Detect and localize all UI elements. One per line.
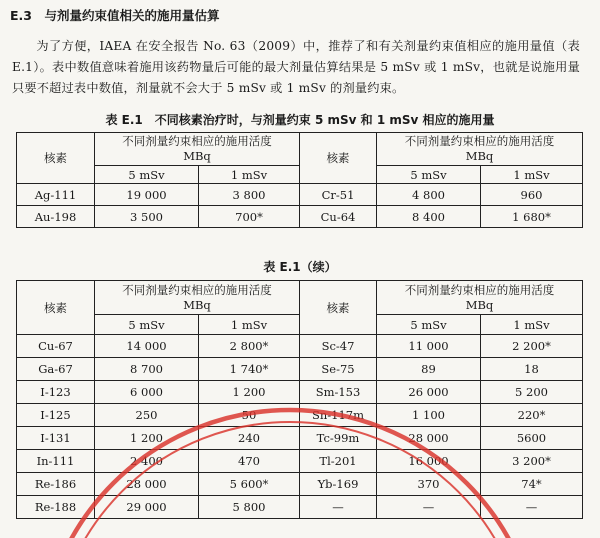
nuclide-cell: Sc-47: [300, 335, 377, 358]
activity-5msv-cell: 26 000: [377, 381, 481, 404]
activity-header: [377, 281, 583, 315]
table-row: [17, 335, 583, 358]
activity-5msv-cell: 11 000: [377, 335, 481, 358]
activity-5msv-cell: 6 000: [95, 381, 199, 404]
activity-header-label: 不同剂量约束相应的施用活度: [404, 134, 555, 148]
activity-1msv-cell: 470: [199, 450, 300, 473]
activity-1msv-cell: 50: [199, 404, 300, 427]
nuclide-cell: I-125: [17, 404, 95, 427]
activity-header-label: 不同剂量约束相应的施用活度: [122, 134, 272, 148]
activity-header-unit: MBq: [465, 149, 494, 163]
activity-1msv-cell: 1 200: [199, 381, 300, 404]
nuclide-cell: Ag-111: [17, 184, 95, 206]
activity-1msv-cell: 220*: [481, 404, 583, 427]
table-row: [17, 381, 583, 404]
table-header-row: [17, 133, 583, 166]
table-row: [17, 206, 583, 228]
activity-5msv-cell: 14 000: [95, 335, 199, 358]
activity-1msv-cell: 5600: [481, 427, 583, 450]
col-5msv-header: 5 mSv: [377, 166, 481, 184]
table-e1-continued-caption: 表 E.1（续）: [263, 260, 337, 274]
activity-5msv-cell: 28 000: [95, 473, 199, 496]
activity-1msv-cell: 1 740*: [199, 358, 300, 381]
activity-1msv-cell: 2 800*: [199, 335, 300, 358]
activity-1msv-cell: 240: [199, 427, 300, 450]
table-e1-continued: [16, 280, 583, 519]
table-e1: [16, 132, 583, 228]
activity-1msv-cell: 3 800: [199, 184, 300, 206]
nuclide-cell: Sm-153: [300, 381, 377, 404]
table-row: [17, 473, 583, 496]
activity-5msv-cell: 28 000: [377, 427, 481, 450]
activity-5msv-cell: 89: [377, 358, 481, 381]
nuclide-cell: Ga-67: [17, 358, 95, 381]
nuclide-cell: Se-75: [300, 358, 377, 381]
activity-1msv-cell: 18: [481, 358, 583, 381]
col-1msv-header: 1 mSv: [481, 166, 583, 184]
activity-1msv-cell: 2 200*: [481, 335, 583, 358]
nuclide-cell: Tl-201: [300, 450, 377, 473]
nuclide-cell: Cr-51: [300, 184, 377, 206]
activity-header-unit: MBq: [465, 297, 494, 312]
nuclide-header: 核素: [300, 281, 377, 335]
activity-5msv-cell: 1 200: [95, 427, 199, 450]
nuclide-cell: I-131: [17, 427, 95, 450]
activity-5msv-cell: 4 800: [377, 184, 481, 206]
nuclide-cell: —: [300, 496, 377, 519]
activity-1msv-cell: 3 200*: [481, 450, 583, 473]
activity-5msv-cell: 370: [377, 473, 481, 496]
nuclide-cell: Cu-64: [300, 206, 377, 228]
activity-1msv-cell: —: [481, 496, 583, 519]
activity-1msv-cell: 1 680*: [481, 206, 583, 228]
col-1msv-header: 1 mSv: [481, 315, 583, 335]
table-row: [17, 496, 583, 519]
col-5msv-header: 5 mSv: [377, 315, 481, 335]
activity-5msv-cell: 2 400: [95, 450, 199, 473]
activity-header: [95, 133, 300, 166]
activity-5msv-cell: 3 500: [95, 206, 199, 228]
section-title: E.3 与剂量约束值相关的施用量估算: [10, 8, 220, 23]
activity-5msv-cell: 19 000: [95, 184, 199, 206]
activity-1msv-cell: 5 200: [481, 381, 583, 404]
table-row: [17, 450, 583, 473]
activity-1msv-cell: 5 800: [199, 496, 300, 519]
table-row: [17, 184, 583, 206]
table-e1-caption: 表 E.1 不同核素治疗时，与剂量约束 5 mSv 和 1 mSv 相应的施用量: [105, 113, 495, 127]
nuclide-cell: Sn-117m: [300, 404, 377, 427]
nuclide-cell: In-111: [17, 450, 95, 473]
activity-5msv-cell: —: [377, 496, 481, 519]
table-row: [17, 404, 583, 427]
activity-5msv-cell: 8 700: [95, 358, 199, 381]
activity-header-unit: MBq: [183, 297, 211, 312]
nuclide-cell: Re-186: [17, 473, 95, 496]
nuclide-header: 核素: [17, 133, 95, 184]
activity-header: [95, 281, 300, 315]
col-5msv-header: 5 mSv: [95, 166, 199, 184]
col-5msv-header: 5 mSv: [95, 315, 199, 335]
table-row: [17, 427, 583, 450]
activity-1msv-cell: 5 600*: [199, 473, 300, 496]
col-1msv-header: 1 mSv: [199, 315, 300, 335]
activity-5msv-cell: 29 000: [95, 496, 199, 519]
activity-5msv-cell: 250: [95, 404, 199, 427]
activity-header: [377, 133, 583, 166]
nuclide-cell: Tc-99m: [300, 427, 377, 450]
nuclide-cell: Cu-67: [17, 335, 95, 358]
table-row: [17, 358, 583, 381]
nuclide-cell: Re-188: [17, 496, 95, 519]
activity-5msv-cell: 1 100: [377, 404, 481, 427]
nuclide-cell: I-123: [17, 381, 95, 404]
nuclide-header: 核素: [300, 133, 377, 184]
nuclide-cell: Au-198: [17, 206, 95, 228]
activity-header-label: 不同剂量约束相应的施用活度: [404, 282, 555, 297]
body-paragraph: 为了方便，IAEA 在安全报告 No. 63（2009）中，推荐了和有关剂量约束值相应的施用量值（表 E.1）。表中数值意味着施用该药物量后可能的最大剂量估算结果是 5 mSv 或 1 mSv，也就是说施用量只要不超过表中数值，剂量就不会大于 5 mSv 或 1 mSv 的剂量约束。: [12, 39, 580, 95]
activity-1msv-cell: 74*: [481, 473, 583, 496]
activity-5msv-cell: 16 000: [377, 450, 481, 473]
activity-header-label: 不同剂量约束相应的施用活度: [122, 282, 272, 297]
nuclide-cell: Yb-169: [300, 473, 377, 496]
col-1msv-header: 1 mSv: [199, 166, 300, 184]
activity-1msv-cell: 700*: [199, 206, 300, 228]
nuclide-header: 核素: [17, 281, 95, 335]
table-header-row: [17, 281, 583, 315]
activity-1msv-cell: 960: [481, 184, 583, 206]
activity-5msv-cell: 8 400: [377, 206, 481, 228]
activity-header-unit: MBq: [183, 149, 211, 163]
